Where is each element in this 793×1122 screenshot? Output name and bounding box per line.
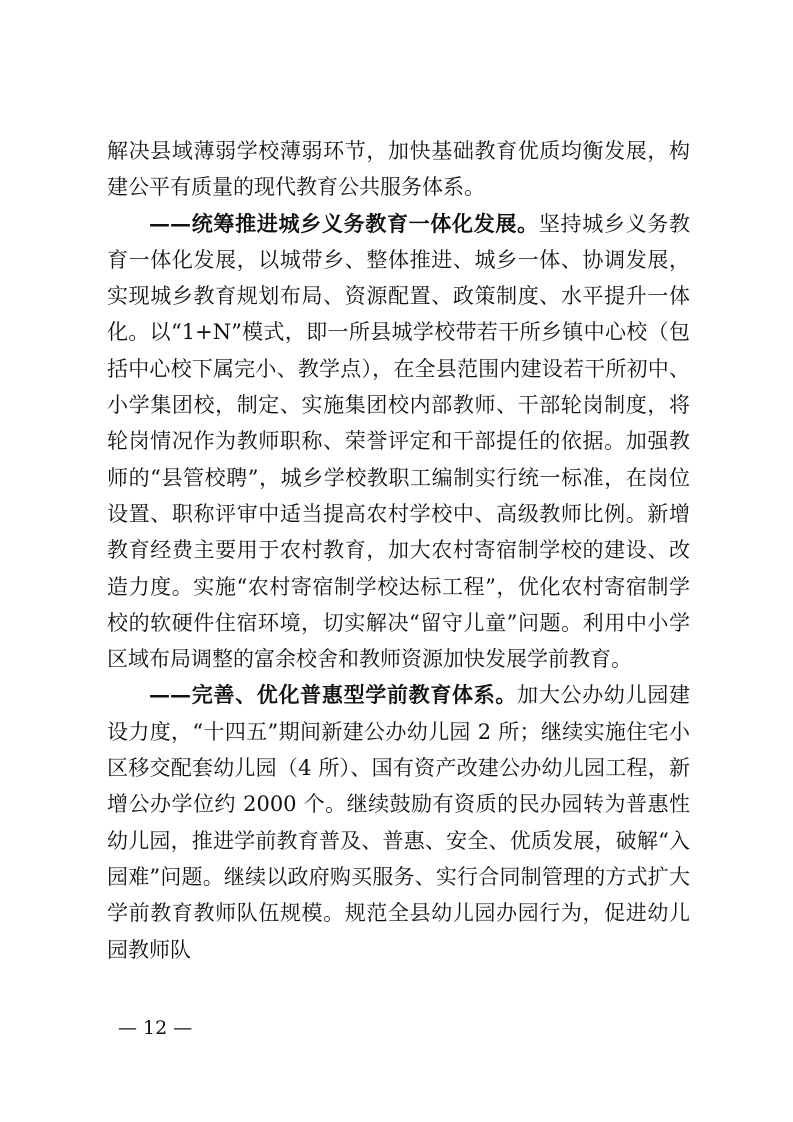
paragraph-preschool-education [107, 677, 690, 967]
page-number: — 12 — [118, 1017, 193, 1039]
paragraph-heading-preschool: ——完善、优化普惠型学前教育体系。 [149, 682, 518, 708]
paragraph-body-urban-rural: 坚持城乡义务教育一体化发展，以城带乡、整体推进、城乡一体、协调发展，实现城乡教育规划布局、资源配置、政策制度、水平提升一体化。以“1+N”模式，即一所县城学校带若干所乡镇中心校（包括中心校下属完小、教学点），在全县范围内建设若干所初中、小学集团校，制定、实施集团校内部教师、干部轮岗制度，将轮岗情况作为教师职称、荣誉评定和干部提任的依据。加强教师的“县管校聘”，城乡学校教职工编制实行统一标准，在岗位设置、职称评审中适当提高农村学校中、高级教师比例。新增教育经费主要用于农村教育，加大农村寄宿制学校的建设、改造力度。实施“农村寄宿制学校达标工程”，优化农村寄宿制学校的软硬件住宿环境，切实解决“留守儿童”问题。利用中小学区域布局调整的富余校舍和教师资源加快发展学前教育。 [107, 211, 691, 672]
paragraph-intro [107, 133, 690, 206]
paragraph-body-preschool: 加大公办幼儿园建设力度，“十四五”期间新建公办幼儿园 2 所；继续实施住宅小区移交配套幼儿园（4 所）、国有资产改建公办幼儿园工程，新增公办学位约 2000 个。继续鼓励有资质的民办园转为普惠性幼儿园，推进学前教育普及、普惠、安全、优质发展，破解“入园难”问题。继续以政府购买服务、实行合同制管理的方式扩大学前教育教师队伍规模。规范全县幼儿园办园行为，促进幼儿园教师队 [107, 683, 691, 962]
paragraph-intro-text: 解决县域薄弱学校薄弱环节，加快基础教育优质均衡发展，构建公平有质量的现代教育公共服务体系。 [107, 139, 690, 200]
paragraph-heading-urban-rural: ——统筹推进城乡义务教育一体化发展。 [149, 210, 539, 236]
body-text [107, 133, 690, 968]
paragraph-urban-rural-compulsory-education [107, 206, 690, 678]
